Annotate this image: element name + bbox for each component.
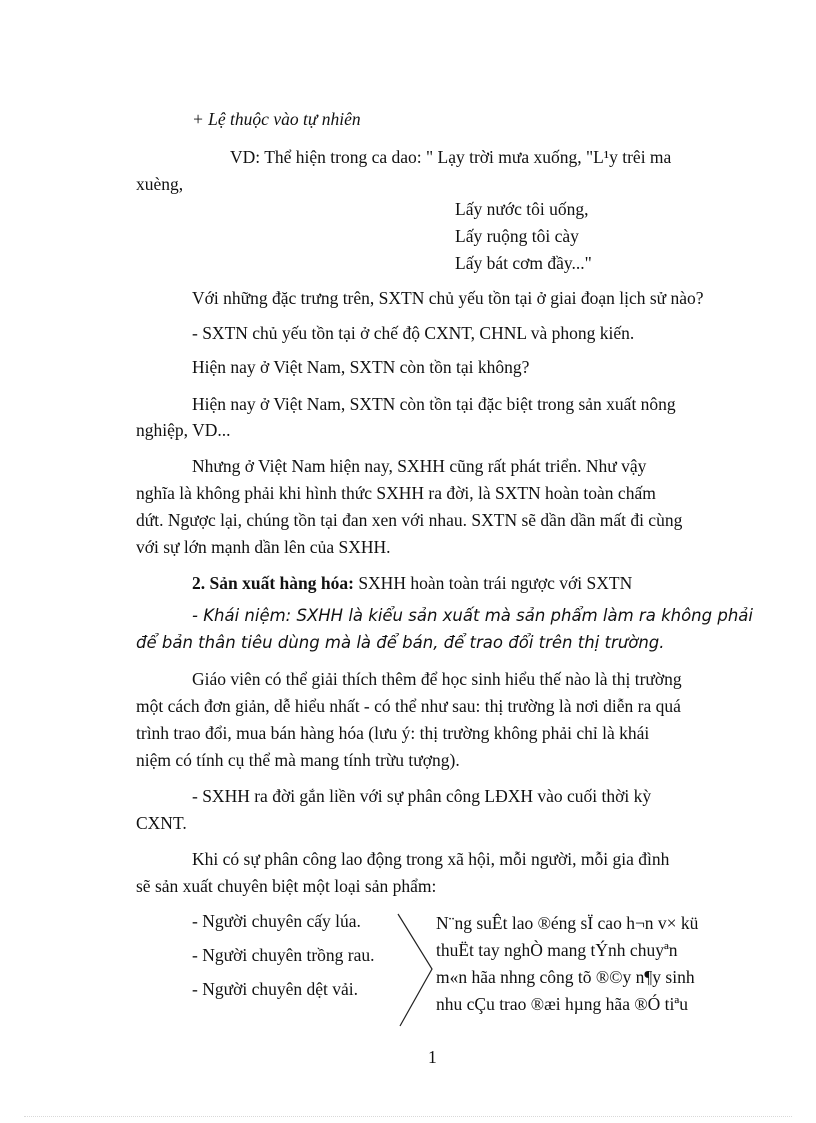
worker-rice: - Người chuyên cấy lúa. [192,911,361,931]
poem-line-2: Lấy ruộng tôi cày [455,226,579,246]
concept-line-2: để bản thân tiêu dùng mà là để bán, để trao đổi trên thị trường. [136,633,665,652]
specialization-line-2: sẽ sản xuất chuyên biệt một loại sản phẩm: [136,876,437,896]
teacher-note-3: trình trao đổi, mua bán hàng hóa (lưu ý: thị trường không phải chỉ là khái [136,723,650,743]
specialization-line-1: Khi có sự phân công lao động trong xã hội, mỗi người, mỗi gia đình [192,849,670,869]
division-line-1: - SXHH ra đời gắn liền với sự phân công LĐXH vào cuối thời kỳ [192,786,652,806]
answer-vietnam-2: nghiệp, VD... [136,420,231,440]
result-line-3: m«n hãa nhng công tõ ®©y n¶y sinh [436,967,695,987]
line-example-cont: xuèng, [136,174,184,194]
para-coexist-3: dứt. Ngược lại, chúng tồn tại đan xen với nhau. SXTN sẽ dần dần mất đi cùng [136,510,683,530]
teacher-note-2: một cách đơn giản, dễ hiểu nhất - có thể như sau: thị trường là nơi diễn ra quá [136,696,681,716]
teacher-note-1: Giáo viên có thể giải thích thêm để học sinh hiểu thế nào là thị trường [192,669,682,689]
right-brace-icon [396,912,436,1028]
answer-period: - SXTN chủ yếu tồn tại ở chế độ CXNT, CHNL và phong kiến. [192,323,635,343]
question-period: Với những đặc trưng trên, SXTN chủ yếu tồn tại ở giai đoạn lịch sử nào? [192,288,704,308]
page-bottom-divider [24,1116,792,1117]
line-dependence-nature: + Lệ thuộc vào tự nhiên [192,109,361,129]
para-coexist-4: với sự lớn mạnh dần lên của SXHH. [136,537,391,557]
worker-weaving: - Người chuyên dệt vải. [192,979,358,999]
poem-line-1: Lấy nước tôi uống, [455,199,589,219]
line-example-proverb: VD: Thể hiện trong ca dao: " Lạy trời mưa xuống, "L¹y trêi ma [230,147,672,167]
page-number: 1 [428,1047,437,1067]
worker-vegetable: - Người chuyên trồng rau. [192,945,375,965]
concept-line-1: - Khái niệm: SXHH là kiểu sản xuất mà sản phẩm làm ra không phải [192,606,753,625]
result-line-2: thuËt tay nghÒ mang tÝnh chuyªn [436,940,678,960]
result-line-1: N¨ng suÊt lao ®éng sÏ cao h¬n v× kü [436,913,699,933]
result-line-4: nhu cÇu trao ®æi hµng hãa ®Ó tiªu [436,994,688,1014]
division-line-2: CXNT. [136,813,187,833]
question-vietnam: Hiện nay ở Việt Nam, SXTN còn tồn tại không? [192,357,530,377]
section-heading [192,572,632,594]
poem-line-3: Lấy bát cơm đầy..." [455,253,592,273]
section-heading-rest: SXHH hoàn toàn trái ngược với SXTN [353,573,633,593]
para-coexist-2: nghĩa là không phải khi hình thức SXHH ra đời, là SXTN hoàn toàn chấm [136,483,656,503]
section-heading-title: 2. Sản xuất hàng hóa: [192,573,354,593]
teacher-note-4: niệm có tính cụ thể mà mang tính trừu tượng). [136,750,460,770]
para-coexist-1: Nhưng ở Việt Nam hiện nay, SXHH cũng rất phát triển. Như vậy [192,456,647,476]
answer-vietnam-1: Hiện nay ở Việt Nam, SXTN còn tồn tại đặc biệt trong sản xuất nông [192,394,676,414]
